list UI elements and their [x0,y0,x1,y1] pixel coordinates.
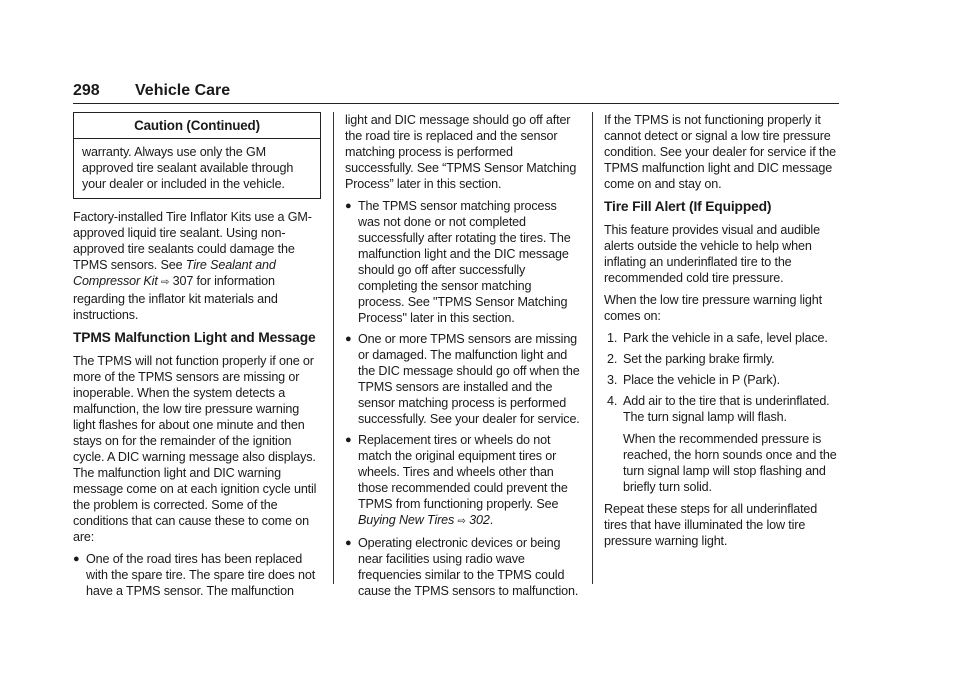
section-title: Vehicle Care [135,82,231,99]
cross-reference-link[interactable]: Tire Sealant and Compressor Kit [73,258,276,288]
page-header [73,80,839,104]
step-item: 3. Place the vehicle in P (Park). [607,373,780,387]
steps-list [604,330,840,495]
list-item: ● Replacement tires or wheels do not match the original equipment tires or wheels. Tires and wheels other than those recommended could prevent the TPMS from functioning properly. See Buying New Tires ⇨ 302. [345,433,568,527]
heading-tpms-malfunction: TPMS Malfunction Light and Message [73,330,316,345]
bullet-list [73,551,321,599]
step-number: 2. [607,352,618,366]
caution-title: Caution (Continued) [74,113,320,139]
column-2 [345,112,580,605]
page-reference[interactable]: 302 [469,513,490,527]
step-item: 2. Set the parking brake firmly. [607,352,775,366]
column-1 [73,112,321,605]
paragraph: When the low tire pressure warning light comes on: [604,293,822,323]
step-item: 1. Park the vehicle in a safe, level place. [607,331,828,345]
paragraph: This feature provides visual and audible alerts outside the vehicle to help when inflating an underinflated tire to the recommended cold tire pressure. [604,223,820,285]
bullet-icon: ● [345,200,352,212]
heading-tire-fill-alert: Tire Fill Alert (If Equipped) [604,199,772,214]
list-item: ● The TPMS sensor matching process was not done or not completed successfully after rotating the tires. The malfunction light and the DIC message should go off after successfully completing the sensor matching process. See "TPMS Sensor Matching Process" later in this section. [345,199,571,325]
list-item: ● One of the road tires has been replaced with the spare tire. The spare tire does not have a TPMS sensor. The malfunction [73,552,316,598]
bullet-icon: ● [73,553,80,565]
bullet-list [345,198,580,599]
caution-body: warranty. Always use only the GM approved tire sealant available through your dealer or included in the vehicle. [82,145,294,191]
step-number: 4. [607,394,618,408]
paragraph: Repeat these steps for all underinflated tires that have illuminated the low tire pressure warning light. [604,502,818,548]
paragraph: Factory-installed Tire Inflator Kits use a GM-approved liquid tire sealant. Using non-approved tire sealants could damage the TPMS sensors. See Tire Sealant and Compressor Kit ⇨ 307 for information regarding the inflator kit materials and instructions. [73,210,312,322]
paragraph-continued: light and DIC message should go off after the road tire is replaced and the sensor matching process is performed successfully. See “TPMS Sensor Matching Process” later in this section. [345,113,577,191]
paragraph: The TPMS will not function properly if one or more of the TPMS sensors are missing or inoperable. When the system detects a malfunction, the low tire pressure warning light flashes for about one minute and then stays on for the remainder of the ignition cycle. A DIC warning message also displays. The malfunction light and DIC warning message come on at each ignition cycle until the problem is corrected. Some of the conditions that can cause these to come on are: [73,354,317,544]
bullet-icon: ● [345,434,352,446]
column-divider [333,112,334,584]
page-reference[interactable]: 307 [172,274,194,288]
step-note: When the recommended pressure is reached, the horn sounds once and the turn signal lamp will stop flashing and briefly turn solid. [623,432,837,494]
caution-box [73,112,321,199]
page-arrow-icon: ⇨ [457,516,466,527]
cross-reference-link[interactable]: Buying New Tires [358,513,455,527]
step-item: 4. Add air to the tire that is underinflated. The turn signal lamp will flash. When the recommended pressure is reached, the horn sounds once and the turn signal lamp will stop flashing and briefly turn solid. [604,393,840,495]
column-3 [604,112,840,555]
step-number: 3. [607,373,618,387]
bullet-icon: ● [345,537,352,549]
page-arrow-icon: ⇨ [161,277,170,288]
step-number: 1. [607,331,618,345]
list-item: ● One or more TPMS sensors are missing or damaged. The malfunction light and the DIC message should go off when the TPMS sensors are installed and the sensor matching process is performed successfully. See your dealer for service. [345,332,580,426]
bullet-icon: ● [345,333,352,345]
column-divider [592,112,593,584]
list-item: ● Operating electronic devices or being near facilities using radio wave frequencies similar to the TPMS could cause the TPMS sensors to malfunction. [345,536,579,598]
paragraph: If the TPMS is not functioning properly it cannot detect or signal a low tire pressure condition. See your dealer for service if the TPMS malfunction light and DIC message come on and stay on. [604,113,836,191]
page-number: 298 [73,82,100,99]
